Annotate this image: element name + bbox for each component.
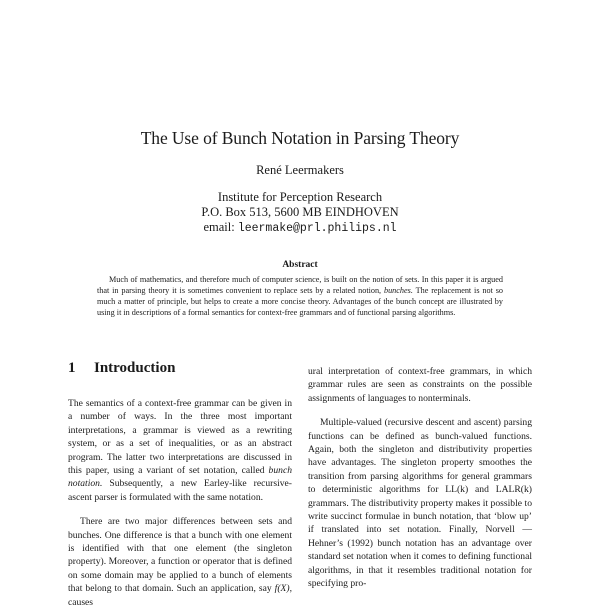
left-p2-text-a: There are two major differences between sets and bunches. One difference is that a bunch with one element is identified with that one element (the singleton property). Moreover, a function or operator that is defined on some domain may be applied to a bunch of elements that belong to that domain. Such an application, say — [68, 516, 292, 595]
body-paragraph — [68, 515, 292, 609]
abstract-paragraph — [97, 275, 503, 319]
left-p1-text-a: The semantics of a context-free grammar can be given in a number of ways. In the three most important interpretations, a grammar is viewed as a rewriting system, or as a set of inequalities, or as an abstract program. The latter two interpretations are discussed in this paper, using a variant of set notation, called — [68, 398, 292, 477]
section-title: Introduction — [94, 360, 176, 376]
body-paragraph — [68, 397, 292, 504]
body-paragraph: Multiple-valued (recursive descent and ascent) parsing functions can be defined as bunch-valued functions. Again, both the singleton and distributivity properties have advantages. The singleton property smoothes the transition from parsing algorithms for general grammars to deterministic algorithms for LL(k) and LALR(k) grammars. The distributivity property makes it possible to write succinct formulae in bunch notation, that ‘blow up’ if translated into set notation. Finally, Norvell — Hehner’s (1992) bunch notation has an advantage over standard set notation when it comes to defining functional algorithms, in that it resembles traditional notation for specifying pro- — [308, 417, 532, 590]
email-address[interactable]: leermake@prl.philips.nl — [237, 221, 397, 235]
section-heading — [68, 360, 175, 377]
right-column — [308, 365, 532, 591]
body-paragraph: ural interpretation of context-free grammars, in which grammar rules are seen as constraints on the possible assignments of languages to nonterminals. — [308, 366, 532, 404]
abstract-text-2: The replacement is not so much a matter of principle, but helps to create a more concise theory. Advantages of the bunch concept are illustrated by using it in descriptions of a formal semantics for context-free grammars and of functional parsing algorithms. — [97, 285, 503, 317]
left-p1-emphasis: bunch notation. — [68, 465, 292, 490]
left-p2-emphasis: f(X), — [274, 583, 292, 595]
abstract-text-1: Much of mathematics, and therefore much of computer science, is built on the notion of sets. In this paper it is argued that in parsing theory it is sometimes convenient to replace sets by a related notion, — [97, 275, 503, 295]
paper-title: The Use of Bunch Notation in Parsing Theory — [140, 128, 460, 148]
institute-name: Institute for Perception Research — [217, 190, 383, 204]
left-p1-text-b: Subsequently, a new Earley-like recursive-ascent parser is formulated with the same notation. — [68, 478, 292, 503]
abstract-body — [97, 275, 503, 319]
abstract-emphasis: bunches. — [383, 285, 413, 295]
abstract-heading: Abstract — [282, 260, 318, 270]
section-number: 1 — [68, 360, 76, 376]
email-line — [0, 220, 600, 237]
affiliation-block — [0, 190, 600, 236]
left-column — [68, 397, 292, 609]
postal-address: P.O. Box 513, 5600 MB EINDHOVEN — [201, 204, 399, 219]
email-label: email: — [203, 219, 235, 234]
author-name: René Leermakers — [256, 163, 344, 177]
left-p2-text-b: causes — [68, 596, 94, 608]
